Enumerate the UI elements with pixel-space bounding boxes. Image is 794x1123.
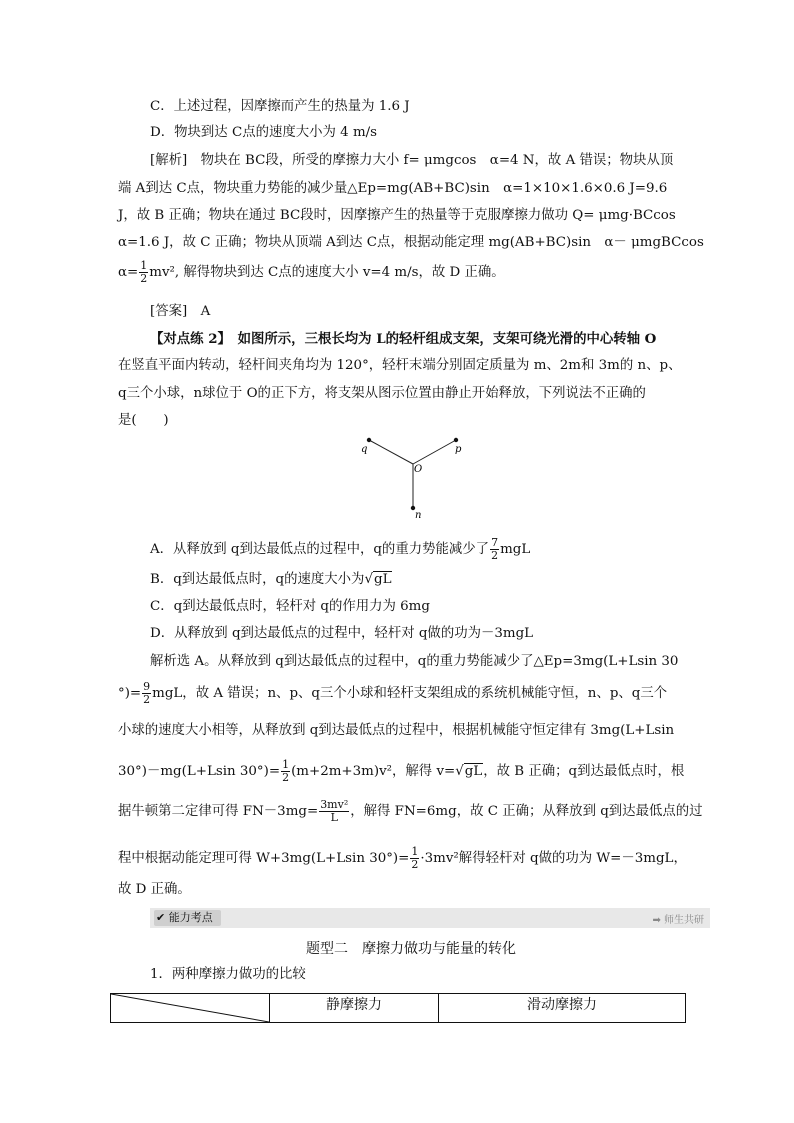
section-subtitle: 1．两种摩擦力做功的比较 (150, 967, 306, 982)
option2-a: A．从释放到 q到达最低点的过程中，q的重力势能减少了 $\frac{7}{2}$ mgL (150, 536, 531, 562)
option2-d: D．从释放到 q到达最低点的过程中，轻杆对 q做的功为－3mgL (150, 626, 534, 641)
problem2-line3: q三个小球，n球位于 O的正下方，将支架从图示位置由静止开始释放，下列说法不正确的 (118, 386, 646, 401)
label-q: q (361, 444, 368, 455)
label-o: O (414, 464, 423, 475)
analysis2-line3: 小球的速度大小相等，从释放到 q到达最低点的过程中，根据机械能守恒定律有 3mg(L+Lsin (118, 723, 675, 738)
fraction: $\frac{1}{2}$ (140, 259, 148, 285)
label-p: p (455, 444, 462, 455)
ball-p (454, 438, 458, 442)
analysis2-line4: 30°)－mg(L+Lsin 30°)= $\frac{1}{2}$ (m+2m+3m)v²，解得 v=√gL，故 B 正确；q到达最低点时，根 (118, 758, 685, 784)
analysis1-line2: 端 A到达 C点，物块重力势能的减少量△Ep=mg(AB+BC)sin α=1×10×1.6×0.6 J=9.6 (118, 181, 668, 196)
analysis1-line4: α=1.6 J，故 C 正确；物块从顶端 A到达 C点，根据动能定理 mg(AB+BC)sin α－ μmgBCcos (118, 235, 704, 250)
check-icon: ✔ (156, 911, 166, 924)
diagonal-line (111, 994, 269, 1022)
problem2-line2: 在竖直平面内转动，轻杆间夹角均为 120°，轻杆末端分别固定质量为 m、2m和 3m的 n、p、 (118, 358, 682, 373)
banner-right: ➡ 师生共研 (652, 915, 704, 926)
problem2-line1: 【对点练 2】 如图所示，三根长均为 L的轻杆组成支架，支架可绕光滑的中心转轴 O (150, 331, 657, 347)
problem2-line4: 是( ) (118, 413, 169, 428)
table-header-static: 静摩擦力 (270, 994, 439, 1022)
option-c-top: C．上述过程，因摩擦而产生的热量为 1.6 J (150, 99, 410, 114)
analysis2-line7: 故 D 正确。 (118, 882, 191, 897)
fraction: $\frac{\text{3mv²}}{L}$ (320, 798, 349, 824)
fraction: $\frac{9}{2}$ (143, 680, 151, 706)
support-diagram (355, 432, 470, 522)
option-d-top: D．物块到达 C点的速度大小为 4 m/s (150, 125, 378, 140)
rod-p (413, 440, 456, 464)
sqrt: √gL (455, 764, 483, 779)
fraction: $\frac{1}{2}$ (282, 758, 290, 784)
ball-q (367, 438, 371, 442)
fraction: $\frac{7}{2}$ (491, 536, 499, 562)
section-banner (150, 908, 710, 928)
analysis1-line1: [解析] 物块在 BC段，所受的摩擦力大小 f= μmgcos α=4 N，故 A 错误；物块从顶 (150, 153, 674, 168)
comparison-table (110, 993, 686, 1023)
banner-tag: ✔ 能力考点 (154, 910, 221, 926)
sqrt: √gL (364, 572, 392, 587)
section-title: 题型二 摩擦力做功与能量的转化 (306, 941, 516, 957)
analysis2-line1: 解析选 A。从释放到 q到达最低点的过程中，q的重力势能减少了△Ep=3mg(L+Lsin 30 (150, 654, 679, 669)
table-header-sliding: 滑动摩擦力 (527, 997, 597, 1013)
rod-q (369, 440, 413, 464)
analysis2-line6: 程中根据动能定理可得 W+3mg(L+Lsin 30°)= $\frac{1}{2}$ ·3mv²解得轻杆对 q做的功为 W=－3mgL， (118, 845, 687, 871)
option2-c: C．q到达最低点时，轻杆对 q的作用力为 6mg (150, 599, 430, 614)
option2-b: B．q到达最低点时，q的速度大小为√gL (150, 572, 392, 587)
analysis1-line5: α= $\frac{1}{2}$ mv², 解得物块到达 C点的速度大小 v=4 m/s，故 D 正确。 (118, 259, 505, 285)
analysis1-line3: J，故 B 正确；物块在通过 BC段时，因摩擦产生的热量等于克服摩擦力做功 Q= μmg·BCcos (118, 208, 676, 223)
fraction: $\frac{1}{2}$ (411, 845, 419, 871)
analysis2-line5: 据牛顿第二定律可得 FN－3mg= $\frac{\text{3mv²}}{L}$ ，解得 FN=6mg，故 C 正确；从释放到 q到达最低点的过 (118, 798, 703, 824)
label-n: n (415, 510, 422, 521)
analysis2-line2: °)= $\frac{9}{2}$ mgL，故 A 错误；n、p、q三个小球和轻杆支架组成的系统机械能守恒，n、p、q三个 (118, 680, 668, 706)
answer1: [答案] A (150, 304, 211, 319)
table-header-empty (111, 994, 270, 1022)
